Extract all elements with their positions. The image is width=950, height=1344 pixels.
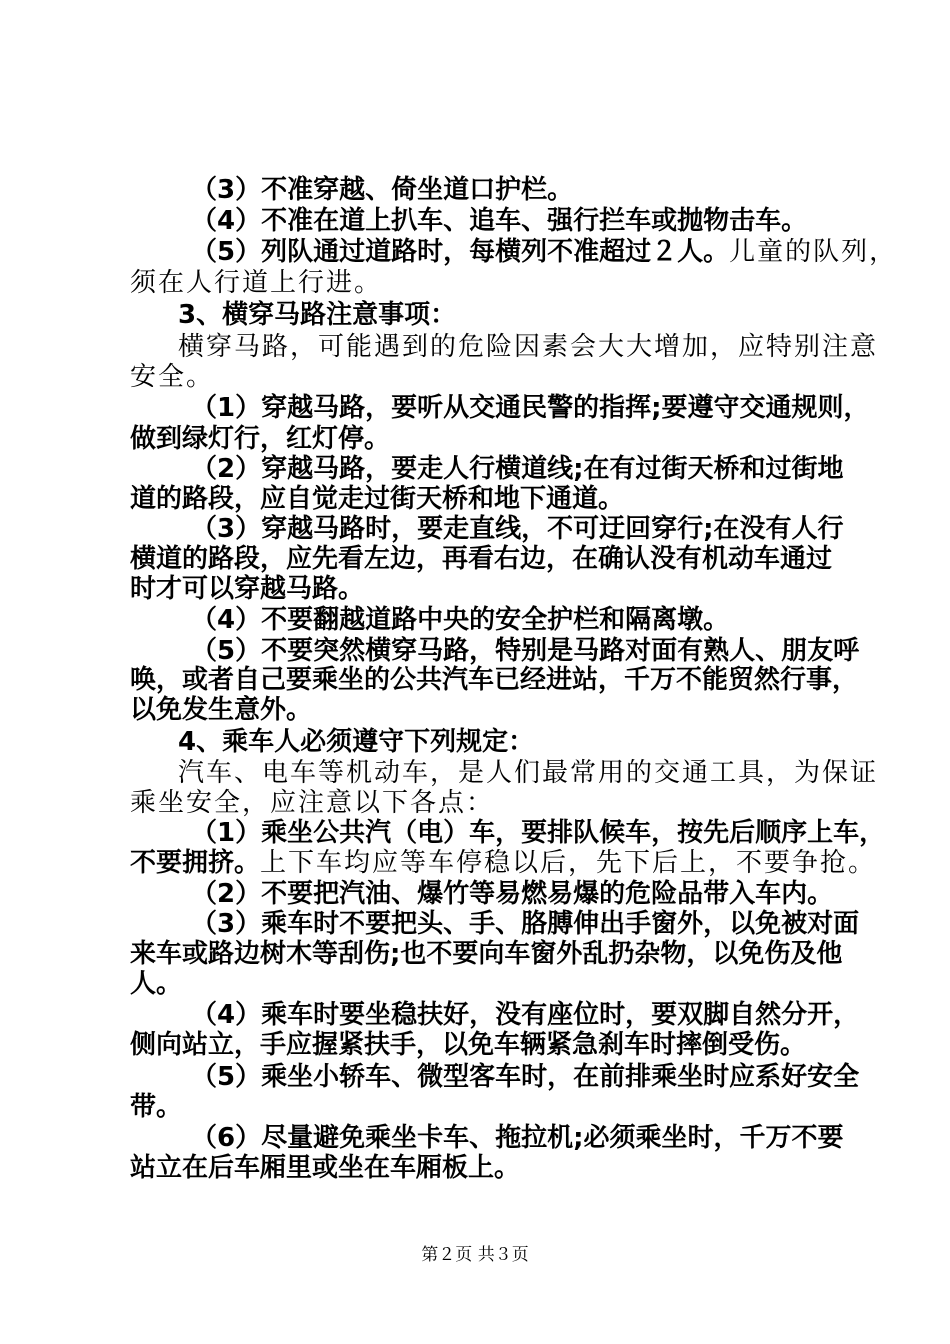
text-line: 乘坐安全，应注意以下各点： — [130, 788, 495, 818]
text-segment: 儿童的队列， — [729, 237, 898, 267]
section-heading: 4、乘车人必须遵守下列规定： — [178, 727, 535, 757]
text-line: （2）不要把汽油、爆竹等易燃易爆的危险品带入车内。 — [191, 879, 834, 909]
text-line: 来车或路边树木等刮伤;也不要向车窗外乱扔杂物，以免伤及他 — [130, 939, 843, 969]
text-line — [130, 848, 876, 878]
text-line: （4）不准在道上扒车、追车、强行拦车或抛物击车。 — [191, 206, 808, 236]
text-line: （3）不准穿越、倚坐道口护栏。 — [191, 175, 574, 205]
text-line: 侧向站立，手应握紧扶手，以免车辆紧急刹车时摔倒受伤。 — [130, 1030, 807, 1060]
text-line — [191, 237, 897, 267]
text-line: 道的路段，应自觉走过街天桥和地下通道。 — [130, 484, 625, 514]
section-heading: 3、横穿马路注意事项： — [178, 300, 457, 330]
text-line: 安全。 — [130, 362, 215, 392]
text-line: 须在人行道上行进。 — [130, 268, 383, 298]
text-line: （5）乘坐小轿车、微型客车时，在前排乘坐时应系好安全 — [191, 1062, 860, 1092]
text-line: 站立在后车厢里或坐在车厢板上。 — [130, 1153, 521, 1183]
text-line: （1）乘坐公共汽（电）车，要排队候车，按先后顺序上车， — [191, 818, 886, 848]
text-line: （1）穿越马路，要听从交通民警的指挥;要遵守交通规则， — [191, 393, 870, 423]
text-segment: 上下车均应等车停稳以后，先下后上，不要争抢。 — [260, 848, 877, 878]
text-line: 横穿马路，可能遇到的危险因素会大大增加，应特别注意 — [178, 332, 879, 362]
text-line: 做到绿灯行，红灯停。 — [130, 424, 391, 454]
text-line: （3）乘车时不要把头、手、胳膊伸出手窗外，以免被对面 — [191, 909, 860, 939]
text-line: （4）不要翻越道路中央的安全护栏和隔离墩。 — [191, 605, 730, 635]
text-line: 人。 — [130, 969, 183, 999]
page-number-footer: 第２页 共３页 — [421, 1245, 529, 1265]
text-line: 汽车、电车等机动车，是人们最常用的交通工具，为保证 — [178, 758, 879, 788]
text-line: （4）乘车时要坐稳扶好，没有座位时，要双脚自然分开， — [191, 1000, 860, 1030]
text-segment: （5）列队通过道路时，每横列不准超过２人。 — [191, 237, 730, 267]
text-line: （2）穿越马路，要走人行横道线;在有过街天桥和过街地 — [191, 454, 844, 484]
text-line: 横道的路段，应先看左边，再看右边，在确认没有机动车通过 — [130, 544, 833, 574]
text-line: 以免发生意外。 — [130, 695, 313, 725]
text-line: 时才可以穿越马路。 — [130, 574, 365, 604]
text-segment: 不要拥挤。 — [130, 848, 261, 878]
text-line: （5）不要突然横穿马路，特别是马路对面有熟人、朋友呼 — [191, 636, 860, 666]
text-line: 唤，或者自己要乘坐的公共汽车已经进站，千万不能贸然行事， — [130, 665, 859, 695]
text-line: （3）穿越马路时，要走直线，不可迂回穿行;在没有人行 — [191, 514, 844, 544]
text-line: （6）尽量避免乘坐卡车、拖拉机;必须乘坐时，千万不要 — [191, 1123, 844, 1153]
text-line: 带。 — [130, 1092, 183, 1122]
